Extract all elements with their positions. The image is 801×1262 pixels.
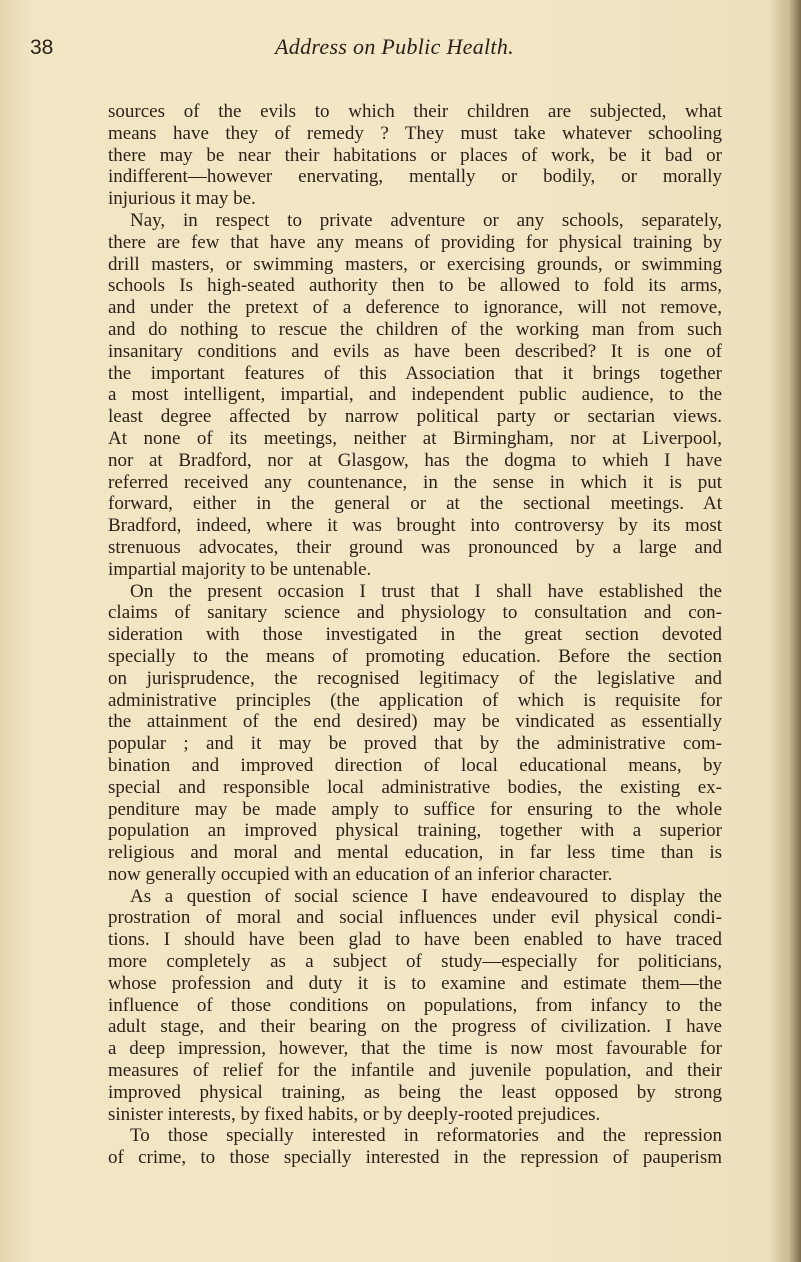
running-title-text: Address on Public Health. <box>275 34 514 59</box>
text-line: claims of sanitary science and physiology to consultation and con- <box>108 602 722 624</box>
text-line: and do nothing to rescue the children of the working man from such <box>108 318 722 340</box>
text-line: prostration of moral and social influences under evil physical condi- <box>108 907 722 929</box>
text-line: least degree affected by narrow political party or sectarian views. <box>108 406 722 428</box>
running-title <box>0 34 801 60</box>
text-line: measures of relief for the infantile and juvenile population, and their <box>108 1060 722 1082</box>
text-line: religious and moral and mental education, in far less time than is <box>108 842 722 864</box>
text-line: specially to the means of promoting education. Before the section <box>108 645 722 667</box>
text-line: sources of the evils to which their children are subjected, what <box>108 101 722 122</box>
text-line: On the present occasion I trust that I shall have established the <box>130 580 722 602</box>
text-line: special and responsible local administrative bodies, the existing ex- <box>108 776 722 798</box>
text-line: nor at Bradford, nor at Glasgow, has the dogma to whieh I have <box>108 449 722 471</box>
text-line: and under the pretext of a deference to ignorance, will not remove, <box>108 297 722 319</box>
text-line: tions. I should have been glad to have been enabled to have traced <box>108 929 722 951</box>
text-line: Nay, in respect to private adventure or any schools, separately, <box>130 209 722 231</box>
body-text <box>108 101 722 1169</box>
text-line: improved physical training, as being the least opposed by strong <box>108 1081 722 1103</box>
text-line: on jurisprudence, the recognised legitimacy of the legislative and <box>108 667 722 689</box>
text-line: sideration with those investigated in the great section devoted <box>108 624 722 646</box>
text-line: now generally occupied with an education of an inferior character. <box>108 863 613 885</box>
text-line: forward, either in the general or at the sectional meetings. At <box>108 493 722 515</box>
book-spine-edge <box>787 0 801 1262</box>
text-line: there are few that have any means of providing for physical training by <box>108 231 722 253</box>
text-line: there may be near their habitations or places of work, be it bad or <box>108 144 722 166</box>
text-line: As a question of social science I have endeavoured to display the <box>130 885 722 907</box>
text-line: At none of its meetings, neither at Birmingham, nor at Liverpool, <box>108 427 722 449</box>
text-line: schools Is high-seated authority then to be allowed to fold its arms, <box>108 275 722 297</box>
text-line: sinister interests, by fixed habits, or by deeply-rooted prejudices. <box>108 1103 601 1125</box>
text-line: Bradford, indeed, where it was brought into controversy by its most <box>108 515 722 537</box>
text-line: adult stage, and their bearing on the progress of civilization. I have <box>108 1016 722 1038</box>
text-line: penditure may be made amply to suffice for ensuring to the whole <box>108 798 722 820</box>
text-line: popular ; and it may be proved that by the administrative com- <box>108 733 722 755</box>
text-line: injurious it may be. <box>108 188 256 210</box>
text-line: of crime, to those specially interested in the repression of pauperism <box>108 1147 722 1169</box>
text-line: indifferent—however enervating, mentally or bodily, or morally <box>108 166 722 188</box>
text-line: strenuous advocates, their ground was pronounced by a large and <box>108 536 722 558</box>
text-line: the important features of this Association that it brings together <box>108 362 722 384</box>
text-line: drill masters, or swimming masters, or exercising grounds, or swimming <box>108 253 722 275</box>
text-line: To those specially interested in reformatories and the repression <box>130 1125 722 1147</box>
text-line: the attainment of the end desired) may be vindicated as essentially <box>108 711 722 733</box>
text-line: administrative principles (the application of which is requisite for <box>108 689 722 711</box>
text-line: population an improved physical training, together with a superior <box>108 820 722 842</box>
text-line: means have they of remedy ? They must take whatever schooling <box>108 122 722 144</box>
text-line: impartial majority to be untenable. <box>108 558 372 580</box>
text-line: a deep impression, however, that the time is now most favourable for <box>108 1038 722 1060</box>
text-line: a most intelligent, impartial, and independent public audience, to the <box>108 384 722 406</box>
page-number: 38 <box>30 36 54 59</box>
text-line: influence of those conditions on populations, from infancy to the <box>108 994 722 1016</box>
text-line: more completely as a subject of study—especially for politicians, <box>108 951 722 973</box>
text-line: referred received any countenance, in the sense in which it is put <box>108 471 722 493</box>
text-line: bination and improved direction of local educational means, by <box>108 754 722 776</box>
text-line: insanitary conditions and evils as have been described? It is one of <box>108 340 722 362</box>
text-line: whose profession and duty it is to examine and estimate them—the <box>108 972 722 994</box>
